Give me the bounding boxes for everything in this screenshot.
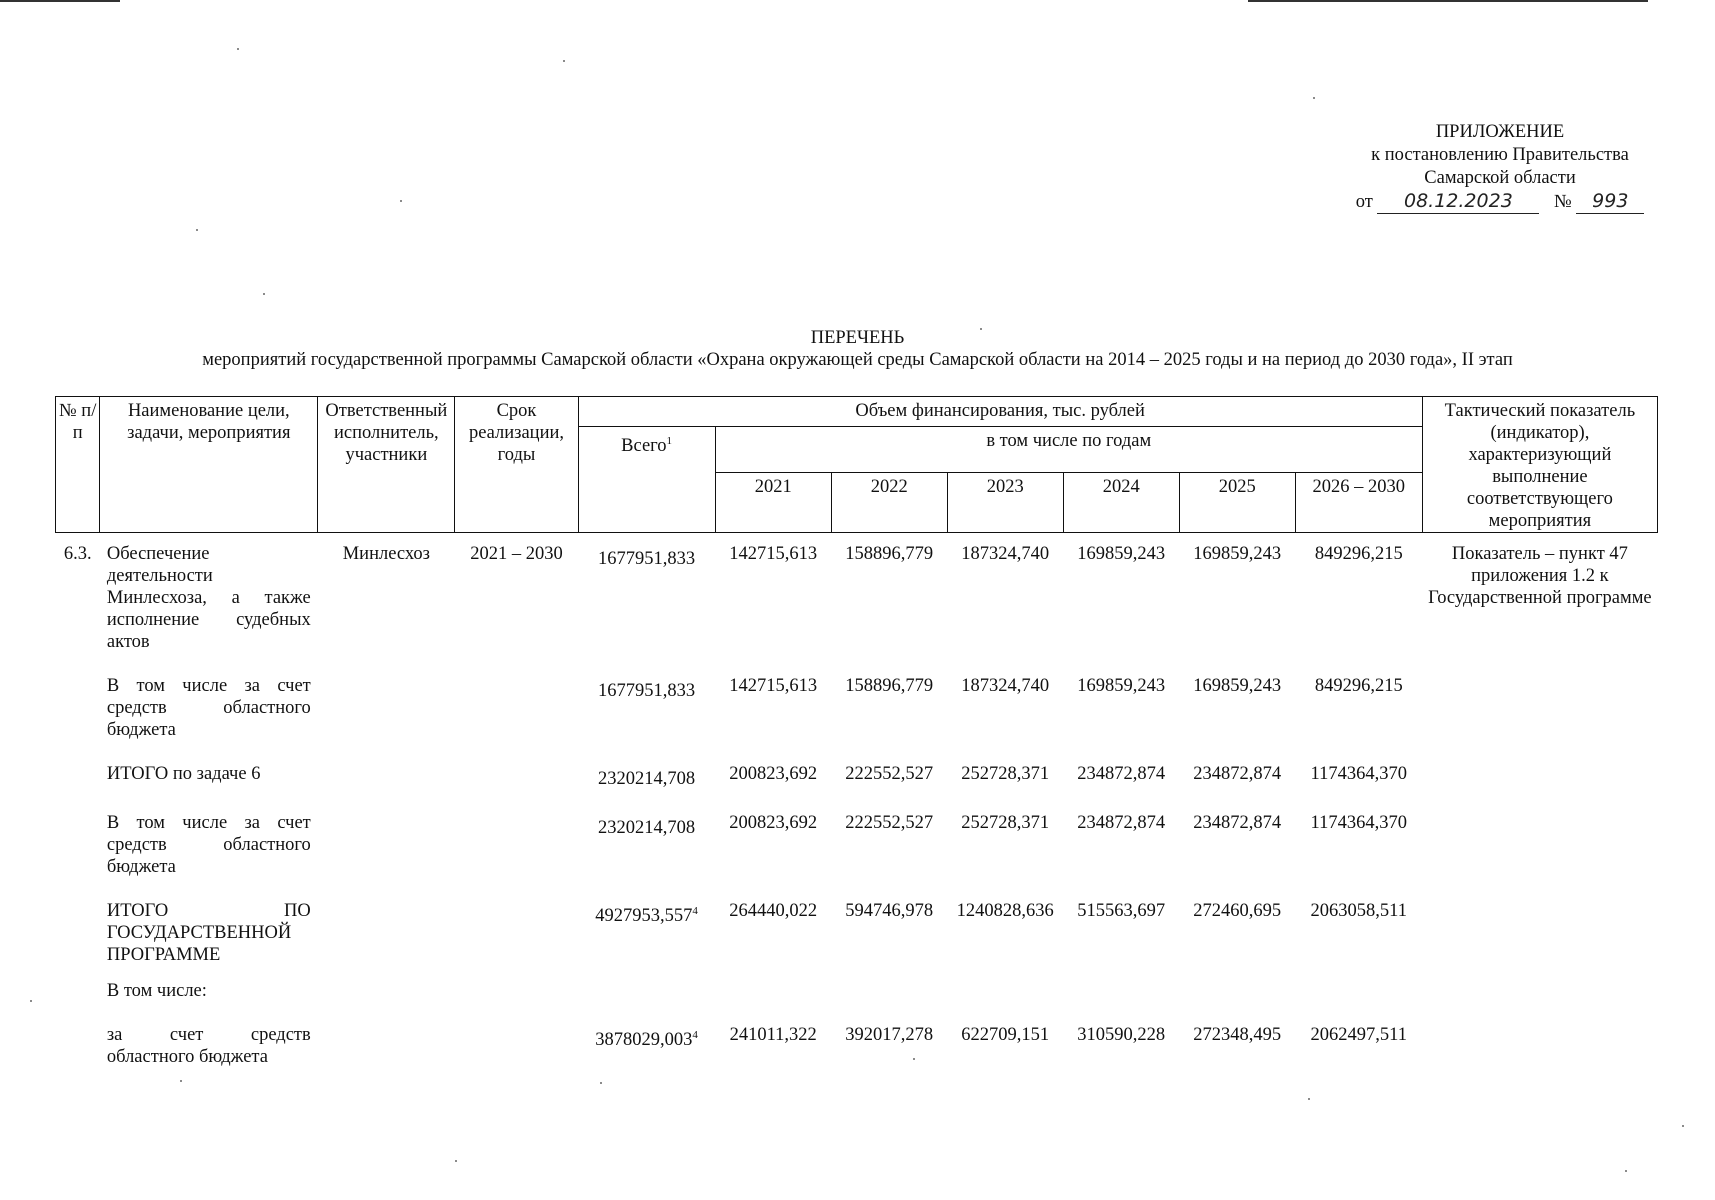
row-total [578,763,715,790]
row-name: В том числе: [106,981,207,1002]
row-responsible [318,980,455,1002]
row-value-2024: 169859,243 [1077,676,1166,696]
header-year: 2021 [715,473,831,533]
row-total-value: 2320214,708 [598,769,696,790]
header-year: 2022 [831,473,947,533]
row-value-2025: 272348,495 [1193,1025,1282,1046]
row-num [56,900,100,966]
row-value-2021: 200823,692 [729,813,818,834]
row-value-2023: 187324,740 [961,544,1050,564]
row-indicator [1422,675,1657,741]
row-value-2025: 234872,874 [1193,764,1282,784]
row-total [578,1024,715,1068]
scan-speck [600,1082,602,1084]
row-value-2024: 234872,874 [1077,764,1166,784]
handwritten-date: 08.12.2023 [1377,190,1539,214]
row-total-footnote: 4 [692,1029,698,1042]
row-total [578,980,715,1002]
row-value-2022: 158896,779 [845,676,934,696]
row-value-2025: 169859,243 [1193,544,1282,564]
list-subtitle: мероприятий государственной программы Самарской области «Охрана окружающей среды Самарской области на 2014 – 2025 годы и на период до 2030 года», II этап [202,350,1513,370]
row-total-value: 3878029,003 [595,1030,693,1051]
row-gap [56,790,1658,812]
row-gap [56,741,1658,763]
row-value-2023: 252728,371 [961,813,1050,834]
scan-speck [30,1000,32,1002]
row-value-2026-2030: 849296,215 [1314,676,1403,696]
row-num: 6.3. [63,544,92,564]
scan-speck [196,229,198,231]
list-title: ПЕРЕЧЕНЬ [810,328,905,348]
row-value-2023: 252728,371 [961,764,1050,784]
header-indicator: Тактический показатель (индикатор), характеризующий выполнение соответствующего мероприятия [1422,397,1657,533]
row-term [455,980,578,1002]
row-responsible [318,900,455,966]
header-total-footnote: 1 [666,435,673,447]
scan-speck [180,1080,182,1082]
scan-speck [400,200,402,202]
row-indicator [1422,812,1657,878]
row-responsible [318,812,455,878]
row-value-2025: 272460,695 [1193,901,1282,922]
row-value-2022: 222552,527 [845,764,934,784]
table-row [56,1024,1658,1068]
row-value-2026-2030 [1295,980,1422,1002]
row-responsible [318,675,455,741]
row-value-2023 [947,980,1063,1002]
table-row [56,812,1658,878]
list-title-block [0,327,1715,371]
row-value-2024 [1063,980,1179,1002]
row-name: В том числе за счет средств областного бюджета [106,813,311,878]
row-term: 2021 – 2030 [470,544,563,564]
row-value-2024: 515563,697 [1077,901,1166,922]
row-gap [56,966,1658,980]
row-total-value: 2320214,708 [598,818,696,839]
scan-speck [913,1058,915,1060]
table-row [56,675,1658,741]
appendix-date-line [1356,190,1645,214]
row-num [56,763,100,790]
row-name: ИТОГО ПО ГОСУДАРСТВЕННОЙ ПРОГРАММЕ [106,901,311,966]
table-row [56,763,1658,790]
table-row [56,533,1658,654]
header-term: Срок реализации, годы [455,397,578,533]
appendix-line-2: Самарской области [1424,168,1576,188]
row-num [56,1024,100,1068]
row-total-value: 4927953,557 [595,906,693,927]
scan-speck [563,60,565,62]
header-funding: Объем финансирования, тыс. рублей [578,397,1422,427]
row-value-2022: 392017,278 [845,1025,934,1046]
scan-speck [237,48,239,50]
row-responsible [318,1024,455,1068]
table-row [56,900,1658,966]
row-value-2022 [831,980,947,1002]
row-value-2023: 1240828,636 [956,901,1054,922]
scan-speck [455,1160,457,1162]
header-year: 2024 [1063,473,1179,533]
row-value-2024: 169859,243 [1077,544,1166,564]
row-value-2026-2030: 1174364,370 [1310,764,1407,784]
row-value-2026-2030: 2063058,511 [1310,901,1407,922]
row-value-2021: 142715,613 [729,676,818,696]
row-indicator [1422,1024,1657,1068]
row-indicator: Показатель – пункт 47 приложения 1.2 к Государственной программе [1428,544,1652,608]
scan-edge-right [1248,0,1648,2]
handwritten-number: 993 [1576,190,1644,214]
row-value-2022: 222552,527 [845,813,934,834]
row-value-2023: 187324,740 [961,676,1050,696]
row-indicator [1422,980,1657,1002]
row-value-2021: 264440,022 [729,901,818,922]
header-year: 2023 [947,473,1063,533]
row-value-2025: 169859,243 [1193,676,1282,696]
row-num [56,675,100,741]
scan-speck [1313,97,1315,99]
appendix-title: ПРИЛОЖЕНИЕ [1435,122,1565,142]
scan-speck [1682,1125,1684,1127]
header-year: 2026 – 2030 [1295,473,1422,533]
number-prefix: № [1554,192,1572,212]
row-name: за счет средств областного бюджета [106,1025,311,1068]
scan-speck [980,328,982,330]
date-prefix: от [1355,192,1373,212]
row-gap [56,653,1658,675]
row-name: В том числе за счет средств областного бюджета [106,676,311,740]
row-total [578,675,715,741]
row-indicator [1422,763,1657,790]
row-term [455,900,578,966]
row-total [578,812,715,878]
row-value-2023: 622709,151 [961,1025,1050,1046]
header-by-years: в том числе по годам [715,427,1422,473]
row-value-2021: 241011,322 [729,1025,817,1046]
row-value-2021: 200823,692 [729,764,818,784]
row-value-2025: 234872,874 [1193,813,1282,834]
table-row [56,980,1658,1002]
row-indicator [1422,900,1657,966]
row-value-2021: 142715,613 [729,544,818,564]
row-value-2026-2030: 1174364,370 [1310,813,1407,834]
header-year: 2025 [1179,473,1295,533]
row-term [455,763,578,790]
row-total-value: 1677951,833 [598,681,696,702]
row-value-2024: 310590,228 [1077,1025,1166,1046]
row-responsible [318,763,455,790]
scan-speck [1308,1098,1310,1100]
measures-table [55,396,1658,1068]
scan-edge-left [0,0,120,2]
row-name: Обеспечение деятельности Минлесхоза, а также исполнение судебных актов [106,544,311,652]
appendix-block [1300,121,1700,214]
row-term [455,812,578,878]
row-responsible: Минлесхоз [342,544,430,564]
header-name: Наименование цели, задачи, мероприятия [100,397,318,533]
row-total [578,900,715,966]
header-total [578,427,715,533]
row-value-2026-2030: 2062497,511 [1310,1025,1407,1046]
row-num [56,812,100,878]
row-term [455,1024,578,1068]
row-gap [56,878,1658,900]
row-value-2025 [1179,980,1295,1002]
row-num [56,980,100,1002]
scan-speck [1625,1170,1627,1172]
row-value-2022: 594746,978 [845,901,934,922]
appendix-line-1: к постановлению Правительства [1371,145,1629,165]
row-value-2024: 234872,874 [1077,813,1166,834]
header-responsible: Ответственный исполнитель, участники [318,397,455,533]
row-total-value: 1677951,833 [598,549,696,570]
row-value-2026-2030: 849296,215 [1314,544,1403,564]
row-total [578,533,715,654]
row-term [455,675,578,741]
scan-speck [263,293,265,295]
header-total-label: Всего [621,436,667,457]
row-name: ИТОГО по задаче 6 [106,764,261,784]
header-num: № п/п [56,397,100,533]
row-value-2022: 158896,779 [845,544,934,564]
row-value-2021 [715,980,831,1002]
row-gap [56,1002,1658,1024]
row-total-footnote: 4 [692,905,698,918]
